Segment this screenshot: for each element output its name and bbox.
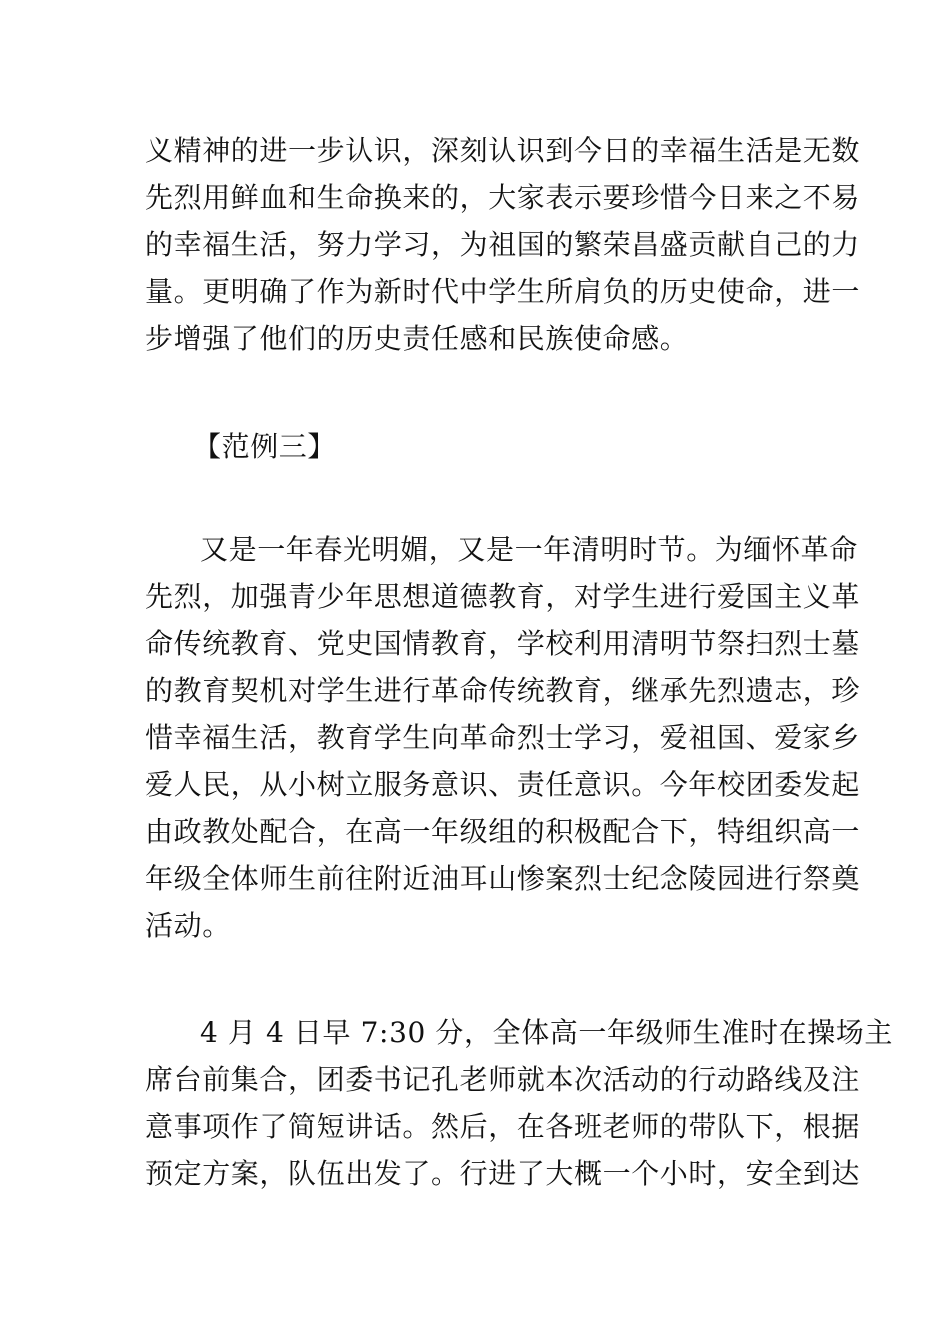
- paragraph-line: 活动。: [145, 909, 231, 942]
- paragraph-line: 年级全体师生前往附近油耳山惨案烈士纪念陵园进行祭奠: [145, 862, 861, 895]
- paragraph-line: 意事项作了简短讲话。然后，在各班老师的带队下，根据: [145, 1110, 861, 1143]
- paragraph-line: 先烈用鲜血和生命换来的，大家表示要珍惜今日来之不易: [145, 181, 861, 214]
- paragraph-line: 预定方案，队伍出发了。行进了大概一个小时，安全到达: [145, 1157, 861, 1190]
- paragraph-line: 步增强了他们的历史责任感和民族使命感。: [145, 322, 689, 355]
- paragraph-line: 义精神的进一步认识，深刻认识到今日的幸福生活是无数: [145, 134, 861, 167]
- section-heading: 【范例三】: [193, 430, 337, 463]
- paragraph-line: 的幸福生活，努力学习，为祖国的繁荣昌盛贡献自己的力: [145, 228, 861, 261]
- paragraph-line: 席台前集合，团委书记孔老师就本次活动的行动路线及注: [145, 1063, 861, 1096]
- paragraph-line: 量。更明确了作为新时代中学生所肩负的历史使命，进一: [145, 275, 861, 308]
- paragraph-line: 爱人民，从小树立服务意识、责任意识。今年校团委发起: [145, 768, 861, 801]
- paragraph-line: 的教育契机对学生进行革命传统教育，继承先烈遗志，珍: [145, 674, 861, 707]
- paragraph-line: 惜幸福生活，教育学生向革命烈士学习，爱祖国、爱家乡: [145, 721, 861, 754]
- paragraph-line: 命传统教育、党史国情教育，学校利用清明节祭扫烈士墓: [145, 627, 861, 660]
- paragraph-line: 先烈，加强青少年思想道德教育，对学生进行爱国主义革: [145, 580, 861, 613]
- paragraph-line: 4 月 4 日早 7:30 分，全体高一年级师生准时在操场主: [200, 1016, 894, 1049]
- paragraph-line: 又是一年春光明媚，又是一年清明时节。为缅怀革命: [200, 533, 858, 566]
- paragraph-line: 由政教处配合，在高一年级组的积极配合下，特组织高一: [145, 815, 861, 848]
